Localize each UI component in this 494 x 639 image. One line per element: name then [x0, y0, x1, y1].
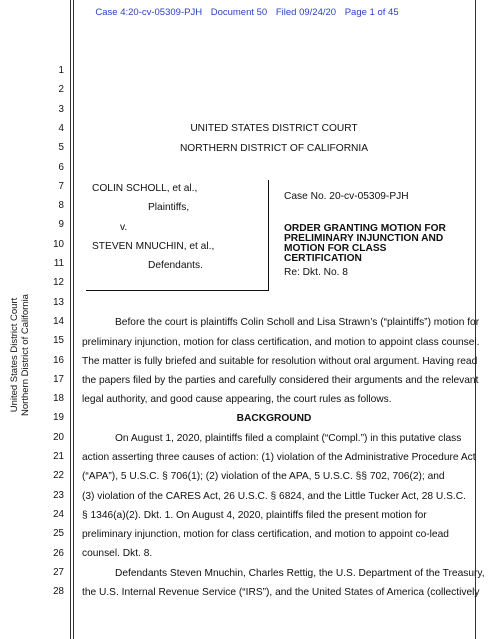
- line-number: 26: [53, 547, 64, 559]
- line-number: 3: [58, 103, 64, 115]
- body-line: action asserting three causes of action: (1) violation of the Administrative Procedure Act: [82, 452, 476, 463]
- line-number: 28: [53, 586, 64, 598]
- line-number: 25: [53, 528, 64, 540]
- line-number: 17: [53, 373, 64, 385]
- body-line: § 1346(a)(2). Dkt. 1. On August 4, 2020, plaintiffs filed the present motion for: [82, 510, 427, 521]
- body-line: (3) violation of the CARES Act, 26 U.S.C. § 6824, and the Little Tucker Act, 28 U.S.C.: [82, 491, 466, 502]
- header-document-number: Document 50: [210, 7, 268, 18]
- sidebar-district-name: Northern District of California: [20, 294, 31, 416]
- line-number: 14: [53, 315, 64, 327]
- court-sidebar-label: [2, 290, 38, 420]
- court-district: NORTHERN DISTRICT OF CALIFORNIA: [179, 143, 369, 154]
- line-number: 18: [53, 393, 64, 405]
- case-number: Case No. 20-cv-05309-PJH: [284, 191, 409, 202]
- court-name: UNITED STATES DISTRICT COURT: [190, 123, 358, 134]
- line-number: 11: [53, 258, 64, 269]
- line-number: 4: [58, 122, 64, 134]
- defendants-label: Defendants.: [148, 260, 203, 271]
- margin-rule-left-1: [70, 0, 71, 639]
- body-line: counsel. Dkt. 8.: [82, 548, 153, 559]
- line-number: 12: [53, 277, 64, 289]
- plaintiffs-names: COLIN SCHOLL, et al.,: [92, 183, 198, 194]
- body-line: (“APA”), 5 U.S.C. § 706(1); (2) violation of the APA, 5 U.S.C. §§ 702, 706(2); and: [82, 471, 445, 482]
- order-title-line: CERTIFICATION: [284, 253, 362, 264]
- re-docket: Re: Dkt. No. 8: [284, 267, 348, 278]
- case-header: [0, 7, 494, 18]
- line-number: 16: [53, 354, 64, 366]
- body-line: the papers filed by the parties and carefully considered their arguments and the relevant: [82, 375, 479, 386]
- line-number: 15: [53, 335, 64, 347]
- header-case-number: Case 4:20-cv-05309-PJH: [95, 7, 203, 18]
- line-number: 24: [53, 508, 64, 520]
- header-filed-date: Filed 09/24/20: [275, 7, 337, 18]
- body-line: the U.S. Internal Revenue Service (“IRS”), and the United States of America (collectively: [82, 587, 480, 598]
- body-line: legal authority, and good cause appearing, the court rules as follows.: [82, 394, 392, 405]
- line-number: 27: [53, 566, 64, 578]
- section-heading: BACKGROUND: [236, 413, 312, 424]
- body-line: preliminary injunction, motion for class certification, and motion to appoint class counsel.: [82, 337, 480, 348]
- line-number: 23: [53, 489, 64, 501]
- order-title-line: MOTION FOR CLASS: [284, 243, 387, 254]
- plaintiffs-label: Plaintiffs,: [148, 202, 190, 213]
- line-number: 1: [58, 65, 64, 76]
- defendants-names: STEVEN MNUCHIN, et al.,: [92, 241, 215, 252]
- body-line: The matter is fully briefed and suitable for resolution without oral argument. Having read: [82, 356, 478, 367]
- body-line: preliminary injunction, motion for class certification, and motion to appoint co-lead: [82, 529, 449, 540]
- body-line: Before the court is plaintiffs Colin Scholl and Lisa Strawn’s (“plaintiffs”) motion for: [115, 317, 480, 328]
- line-number: 10: [53, 238, 64, 250]
- caption-horizontal-rule: [86, 290, 269, 291]
- caption-vertical-rule: [268, 180, 269, 290]
- body-line: Defendants Steven Mnuchin, Charles Rettig, the U.S. Department of the Treasury,: [115, 568, 485, 579]
- line-number: 8: [58, 200, 64, 212]
- line-number: 5: [58, 142, 64, 154]
- line-number: 7: [58, 180, 64, 192]
- line-number: 22: [53, 470, 64, 482]
- order-title-line: PRELIMINARY INJUNCTION AND: [284, 233, 444, 244]
- margin-rule-left-2: [73, 0, 74, 639]
- body-line: On August 1, 2020, plaintiffs filed a complaint (“Compl.”) in this putative class: [115, 433, 462, 444]
- line-number: 20: [53, 431, 64, 443]
- line-number: 19: [53, 412, 64, 424]
- line-number: 2: [58, 84, 64, 96]
- line-number: 13: [53, 296, 64, 308]
- header-page-count: Page 1 of 45: [344, 7, 399, 18]
- line-number: 6: [58, 161, 64, 173]
- line-number: 9: [58, 219, 64, 231]
- line-number: 21: [53, 451, 64, 462]
- versus-label: v.: [120, 222, 128, 233]
- sidebar-court-name: United States District Court: [9, 297, 20, 413]
- order-title-line: ORDER GRANTING MOTION FOR: [284, 223, 446, 234]
